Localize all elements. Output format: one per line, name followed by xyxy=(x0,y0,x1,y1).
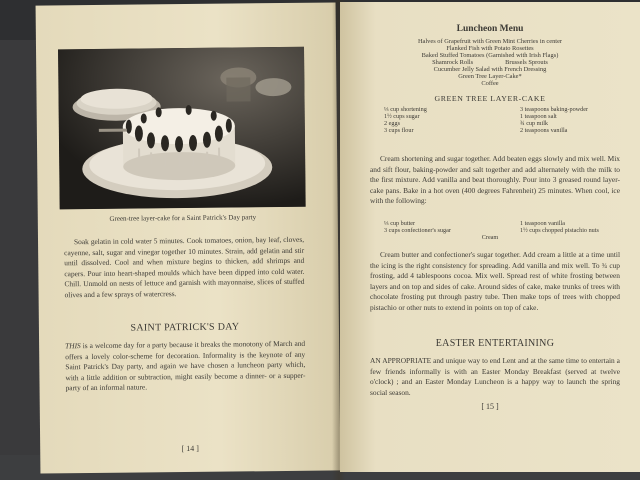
photo-caption: Green-tree layer-cake for a Saint Patrick's Day party xyxy=(109,213,257,223)
left-page xyxy=(36,2,341,473)
section-lead-word: AN APPROPRIATE xyxy=(370,356,432,365)
right-page xyxy=(340,2,640,472)
section-heading-saint-patricks-day: SAINT PATRICK'S DAY xyxy=(130,321,240,334)
ingredient: 1½ cups chopped pistachio nuts xyxy=(520,227,599,234)
section-body-text: and unique way to end Lent and at the same time to entertain a few friends informally is with an Easter Monday Breakfast (served at twelve o'clock) ; and an Easter Monday Luncheon is a happy way to launch the spring social season. xyxy=(370,356,620,397)
menu-line: Coffee xyxy=(481,80,499,87)
ingredient: ¾ cup milk xyxy=(520,120,549,127)
ingredient: 1 teaspoon salt xyxy=(520,113,557,120)
cake-photo xyxy=(58,47,306,210)
menu-line: Halves of Grapefruit with Green Mint Cherries in center xyxy=(417,38,563,45)
section-heading-easter-entertaining: EASTER ENTERTAINING xyxy=(435,338,555,349)
menu-line: Green Tree Layer-Cake* xyxy=(458,73,522,80)
section-body-text: is a welcome day for a party because it breaks the monotony of March and offers a lovely color-scheme for decoration. Informality is the keynote of any Saint Patrick's Day party, and again we have chosen a luncheon party which, with a little addition or subtraction, might easily become a dinner- or a supper-party of an informal nature. xyxy=(65,338,306,393)
ingredient: 3 cups flour xyxy=(384,127,414,134)
ingredient: 1½ cups sugar xyxy=(384,113,420,120)
recipe-continued-paragraph: Soak gelatin in cold water 5 minutes. Cook tomatoes, onion, bay leaf, cloves, cayenne, salt, sugar and vinegar together 10 minutes. Strain, add gelatin and stir until dissolved. Cool and when mixture begins to thicken, add shrimps and capers. Pour into heart-shaped moulds which have been dipped into cold water. Chill. Unmold on nests of lettuce and garnish with mayonnaise, slices of stuffed olives and a few sprays of watercress. xyxy=(64,234,305,300)
ingredient: 1 teaspoon vanilla xyxy=(520,220,566,227)
saint-patricks-day-paragraph xyxy=(65,339,306,394)
recipe-title: GREEN TREE LAYER-CAKE xyxy=(434,94,546,103)
menu-line: Baked Stuffed Tomatoes (Garnished with Irish Flags) xyxy=(421,52,559,59)
ingredient: 2 teaspoons vanilla xyxy=(520,127,568,134)
icing-method: Cream butter and confectioner's sugar together. Add cream a little at a time until the icing is the right consistency for spreading. Add vanilla and mix well. To ¾ cup frosting, add 4 tablespoons cocoa. Mix well. Spread rest of white frosting between layers and on top and sides of cake. Around sides of cake, make trunks of trees with chocolate frosting put through pastry tube. Then make tops of trees with chopped pistachio or other nuts to extend in points on top of cake. xyxy=(370,250,620,312)
menu-line: Flanked Fish with Potato Rosettes xyxy=(446,45,534,52)
easter-paragraph xyxy=(370,356,620,398)
section-lead-word: THIS xyxy=(65,341,81,351)
menu-line: Cucumber Jelly Salad with French Dressing xyxy=(433,66,547,73)
ingredient: 3 cups confectioner's sugar xyxy=(384,227,451,234)
page-number-right: [ 15 ] xyxy=(481,402,499,411)
cake-photo-image xyxy=(58,47,306,210)
page-number-left: [ 14 ] xyxy=(181,443,199,454)
ingredient: ⅓ cup butter xyxy=(384,220,416,227)
ingredient: 2 eggs xyxy=(384,120,400,127)
recipe-method: Cream shortening and sugar together. Add beaten eggs slowly and mix well. Mix and sift flour, baking-powder and salt together and add alternately with the milk to the first mixture. Add vanilla and beat thoroughly. Pour into 3 greased round layer-cake pans. Bake in a hot oven (400 degrees Fahrenheit) 25 minutes. When cool, ice with the following: xyxy=(370,154,620,206)
ingredient: ⅓ cup shortening xyxy=(384,106,427,113)
menu-line: Shamrock Rolls Brussels Sprouts xyxy=(432,59,548,66)
menu-title: Luncheon Menu xyxy=(456,24,524,34)
ingredient: 3 teaspoons baking-powder xyxy=(520,106,589,113)
ingredient: Cream xyxy=(481,234,499,241)
